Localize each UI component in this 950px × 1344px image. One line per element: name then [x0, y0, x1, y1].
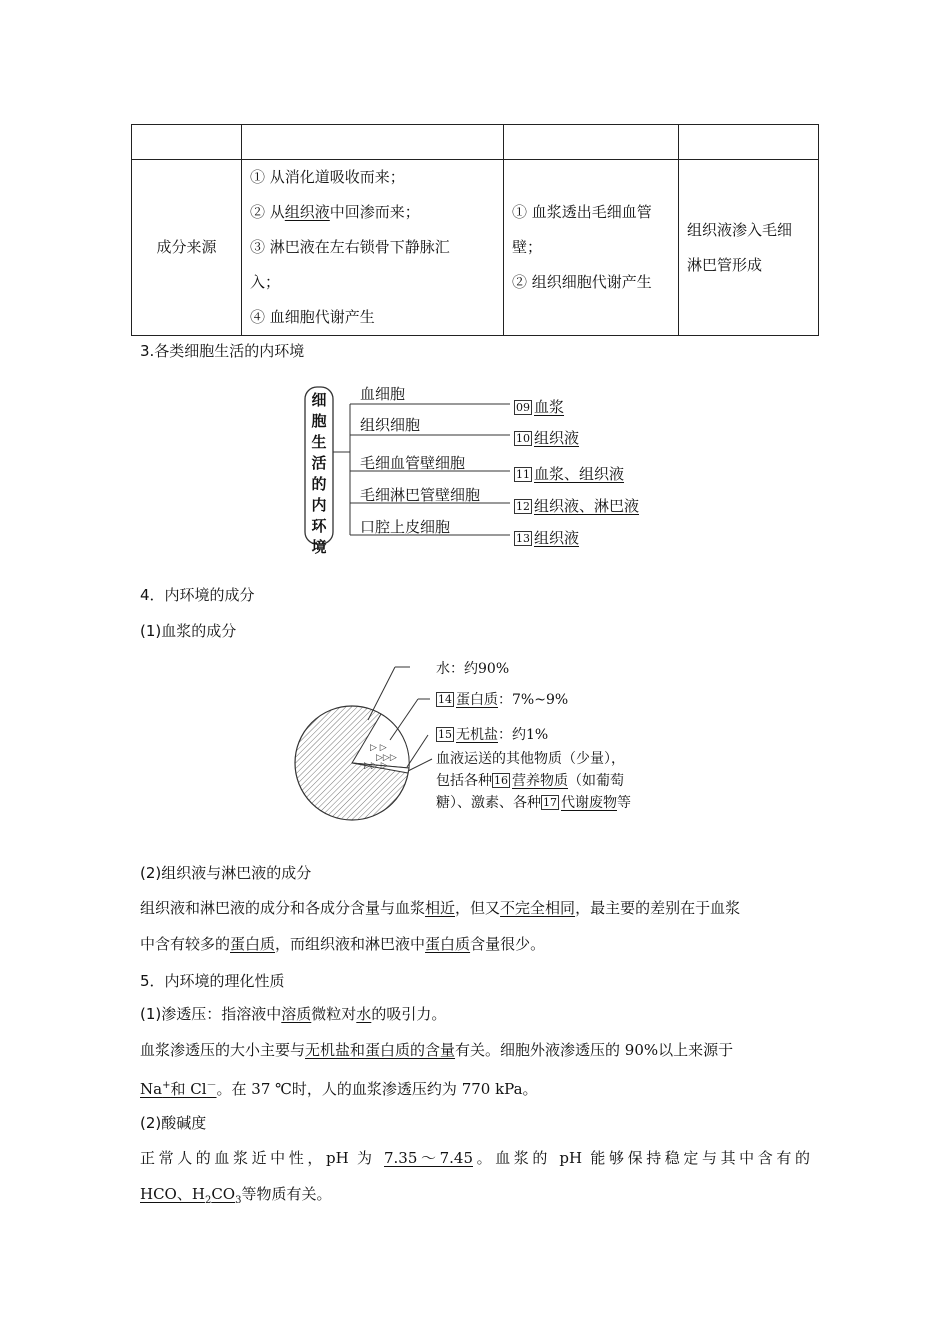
tissue-fluid-source-cell: ① 血浆透出毛细血管 壁； ② 组织细胞代谢产生	[504, 160, 679, 336]
cell-type: 血细胞	[360, 385, 406, 403]
environment: 12 组织液、淋巴液	[516, 497, 640, 515]
environment: 13 组织液	[516, 529, 580, 547]
paragraph-line: HCO、$H_2CO_3$等物质有关。	[140, 1185, 332, 1206]
plasma-pie-chart	[290, 655, 670, 830]
cell-type: 口腔上皮细胞	[360, 518, 451, 536]
svg-text:▷▷▷: ▷▷▷	[376, 753, 397, 763]
diagram-vertical-label: 细胞生活的内环境	[311, 391, 327, 556]
plasma-subheading: (1)血浆的成分	[140, 622, 237, 640]
table-header-cell	[132, 125, 242, 160]
cell-type: 毛细血管壁细胞	[360, 454, 466, 472]
source-table	[131, 124, 819, 336]
paragraph-line: 正常人的血浆近中性，pH 为 7.35～7.45。血浆的 pH 能够保持稳定与其中含有的	[140, 1149, 810, 1167]
tissue-lymph-subheading: (2)组织液与淋巴液的成分	[140, 864, 312, 882]
environment: 10 组织液	[516, 429, 580, 447]
environment: 11 血浆、组织液	[516, 465, 625, 483]
svg-text:▷▷ ▷: ▷▷ ▷	[364, 761, 388, 771]
cell-type: 组织细胞	[360, 416, 421, 434]
paragraph-line: 组织液和淋巴液的成分和各成分含量与血浆相近，但又不完全相同，最主要的差别在于血浆	[140, 899, 741, 917]
ph-subheading: (2)酸碱度	[140, 1114, 207, 1132]
other-substances-label: 血液运送的其他物质（少量）， 包括各种 16 营养物质（如葡萄 糖）、激素、各种 17 代谢废物等	[436, 751, 631, 811]
paragraph-line: 血浆渗透压的大小主要与无机盐和蛋白质的含量有关。细胞外液渗透压的 90%以上来源于	[140, 1041, 734, 1059]
section3-heading: 3.各类细胞生活的内环境	[140, 342, 305, 360]
section5-heading: 5．内环境的理化性质	[140, 972, 285, 990]
osmotic-pressure-line: (1)渗透压：指溶液中溶质微粒对水的吸引力。	[140, 1005, 447, 1023]
lymph-source-cell: 组织液渗入毛细 淋巴管形成	[679, 160, 819, 336]
protein-label: 14 蛋白质：7%~9%	[438, 692, 569, 708]
table-header-cell	[679, 125, 819, 160]
environment: 09 血浆	[516, 398, 565, 416]
cell-environment-diagram	[300, 382, 660, 556]
paragraph-line: 中含有较多的蛋白质，而组织液和淋巴液中蛋白质含量很少。	[140, 935, 546, 953]
svg-text:▷ ▷: ▷ ▷	[370, 743, 387, 753]
salt-label: 15 无机盐：约1%	[438, 727, 549, 743]
plasma-source-cell: ① 从消化道吸收而来； ② 从组织液中回渗而来； ③ 淋巴液在左右锁骨下静脉汇 入； ④ 血细胞代谢产生	[242, 160, 504, 336]
paragraph-line: Na+和 Cl－。在 37 ℃时，人的血浆渗透压约为 770 kPa。	[140, 1080, 538, 1098]
table-header-cell	[504, 125, 679, 160]
cell-type: 毛细淋巴管壁细胞	[360, 486, 481, 504]
row-label: 成分来源	[132, 160, 242, 336]
table-header-cell	[242, 125, 504, 160]
section4-heading: 4．内环境的成分	[140, 586, 255, 604]
water-label: 水：约90%	[436, 661, 510, 677]
